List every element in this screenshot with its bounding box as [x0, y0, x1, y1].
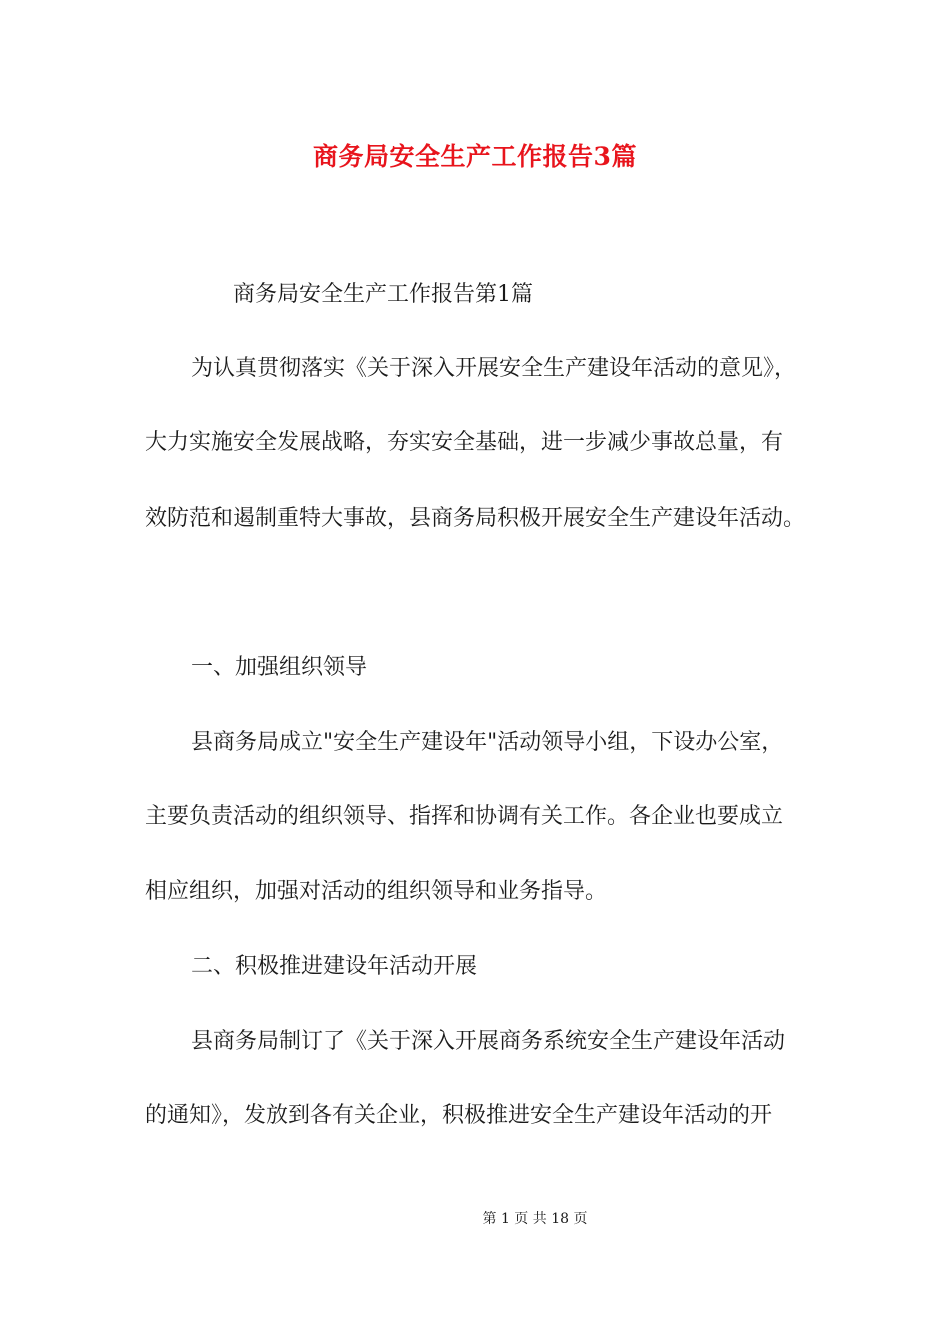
subheading-organization: 一、加强组织领导: [191, 655, 368, 680]
paragraph-line: 主要负责活动的组织领导、指挥和协调有关工作。各企业也要成立: [145, 804, 784, 829]
paragraph-line: 县商务局成立"安全生产建设年"活动领导小组，下设办公室，: [191, 730, 784, 755]
subheading-promote-activities: 二、积极推进建设年活动开展: [191, 954, 478, 979]
paragraph-line: 的通知》，发放到各有关企业，积极推进安全生产建设年活动的开: [145, 1103, 773, 1128]
document-title: 商务局安全生产工作报告3篇: [313, 142, 637, 171]
paragraph-line: 大力实施安全发展战略，夯实安全基础，进一步减少事故总量，有: [145, 430, 784, 455]
paragraph-line: 县商务局制订了《关于深入开展商务系统安全生产建设年活动: [191, 1029, 786, 1054]
paragraph-line: 相应组织，加强对活动的组织领导和业务指导。: [145, 879, 608, 904]
paragraph-line: 为认真贯彻落实《关于深入开展安全生产建设年活动的意见》，: [191, 356, 797, 381]
paragraph-line: 效防范和遏制重特大事故，县商务局积极开展安全生产建设年活动。: [145, 506, 806, 531]
page-number-footer: 第 1 页 共 18 页: [482, 1211, 588, 1227]
section-heading-part-1: 商务局安全生产工作报告第1篇: [233, 282, 533, 307]
